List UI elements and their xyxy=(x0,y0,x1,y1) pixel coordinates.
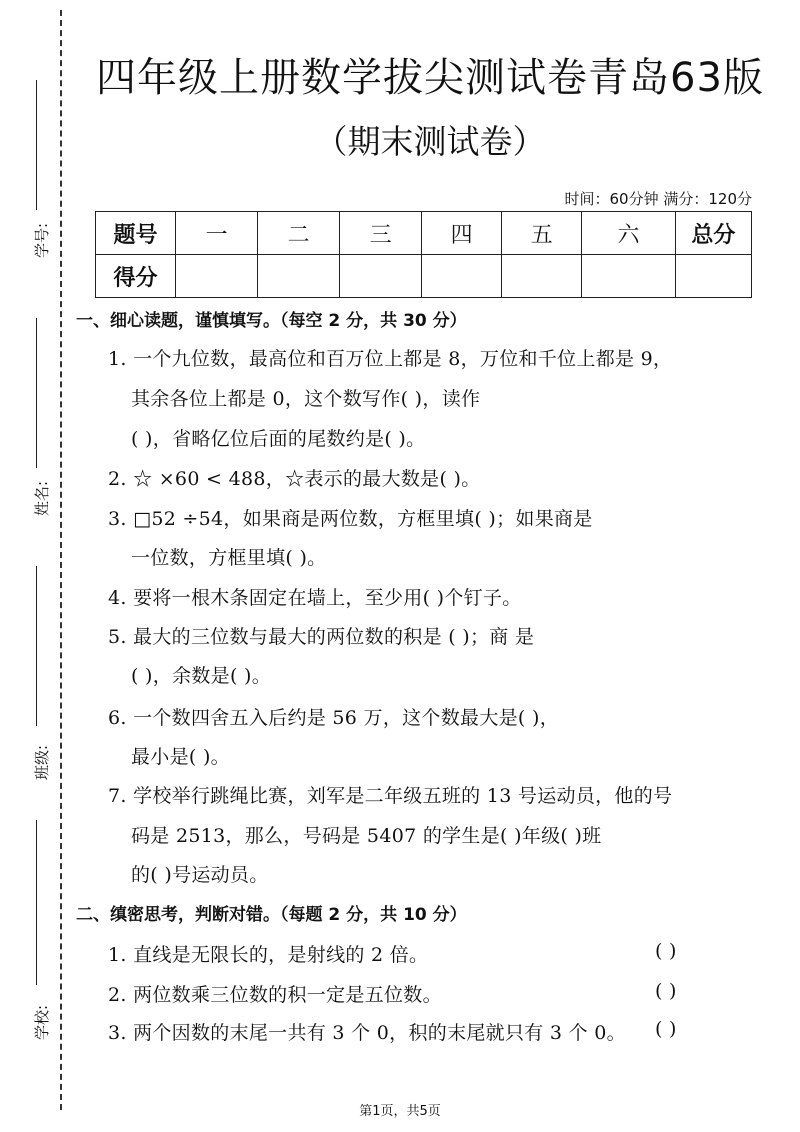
score-cell: 得分 xyxy=(96,255,176,298)
score-table xyxy=(95,211,752,298)
question-line: 4. 要将一根木条固定在墙上，至少用( )个钉子。 xyxy=(108,587,522,609)
answer-bracket[interactable]: ( ) xyxy=(655,940,677,962)
page-title: 四年级上册数学拔尖测试卷青岛63版 xyxy=(96,55,764,101)
question-line: 1. 一个九位数，最高位和百万位上都是 8，万位和千位上都是 9， xyxy=(108,348,673,370)
side-label: 班级: xyxy=(33,744,52,781)
score-table-score-row xyxy=(96,255,752,298)
judge-question: 2. 两位数乘三位数的积一定是五位数。 xyxy=(108,984,442,1006)
score-cell: 五 xyxy=(502,212,582,255)
score-cell: 总分 xyxy=(675,212,751,255)
judge-question: 3. 两个因数的末尾一共有 3 个 0，积的末尾就只有 3 个 0。 xyxy=(108,1022,626,1044)
question-line: 7. 学校举行跳绳比赛，刘军是二年级五班的 13 号运动员，他的号 xyxy=(108,785,673,807)
question-line: 5. 最大的三位数与最大的两位数的积是 ( )；商 是 xyxy=(108,626,535,648)
question-line: ( )，省略亿位后面的尾数约是( )。 xyxy=(131,428,426,450)
answer-bracket[interactable]: ( ) xyxy=(655,980,677,1002)
question-line: 3. □52 ÷54，如果商是两位数，方框里填( )；如果商是 xyxy=(108,508,593,530)
question-line: 其余各位上都是 0，这个数写作( )，读作 xyxy=(131,388,481,410)
score-cell: 六 xyxy=(582,212,675,255)
section-2-title: 二、缜密思考，判断对错。（每题 2 分，共 10 分） xyxy=(76,905,467,925)
question-line: 最小是( )。 xyxy=(131,746,230,768)
score-input-cell[interactable] xyxy=(258,255,340,298)
page-subtitle: （期末测试卷） xyxy=(314,122,546,161)
score-cell: 二 xyxy=(258,212,340,255)
score-cell: 四 xyxy=(422,212,502,255)
score-cell: 一 xyxy=(176,212,258,255)
judge-question: 1. 直线是无限长的，是射线的 2 倍。 xyxy=(108,944,429,966)
score-input-cell[interactable] xyxy=(502,255,582,298)
binding-dashed-line xyxy=(60,10,62,1110)
page-footer: 第1页，共5页 xyxy=(359,1104,441,1119)
question-line: 码是 2513，那么，号码是 5407 的学生是( )年级( )班 xyxy=(131,825,602,847)
side-blank-line xyxy=(36,566,37,726)
section-1-title: 一、细心读题，谨慎填写。（每空 2 分，共 30 分） xyxy=(76,311,467,331)
score-table-header-row xyxy=(96,212,752,255)
score-input-cell[interactable] xyxy=(675,255,751,298)
side-blank-line xyxy=(36,318,37,468)
side-blank-line xyxy=(36,820,37,985)
question-line: ( )，余数是( )。 xyxy=(131,665,272,687)
question-line: 一位数，方框里填( )。 xyxy=(131,547,327,569)
score-input-cell[interactable] xyxy=(340,255,422,298)
side-label: 学校: xyxy=(33,1004,52,1041)
score-cell: 题号 xyxy=(96,212,176,255)
score-input-cell[interactable] xyxy=(582,255,675,298)
question-line: 2. ☆ ×60 < 488，☆表示的最大数是( )。 xyxy=(108,468,481,490)
time-info: 时间：60分钟 满分：120分 xyxy=(564,190,752,208)
side-label: 姓名: xyxy=(33,480,52,517)
answer-bracket[interactable]: ( ) xyxy=(655,1018,677,1040)
score-input-cell[interactable] xyxy=(176,255,258,298)
side-blank-line xyxy=(36,80,37,210)
side-label: 学号: xyxy=(33,222,52,259)
score-input-cell[interactable] xyxy=(422,255,502,298)
score-cell: 三 xyxy=(340,212,422,255)
question-line: 6. 一个数四舍五入后约是 56 万，这个数最大是( )， xyxy=(108,707,559,729)
question-line: 的( )号运动员。 xyxy=(131,864,269,886)
